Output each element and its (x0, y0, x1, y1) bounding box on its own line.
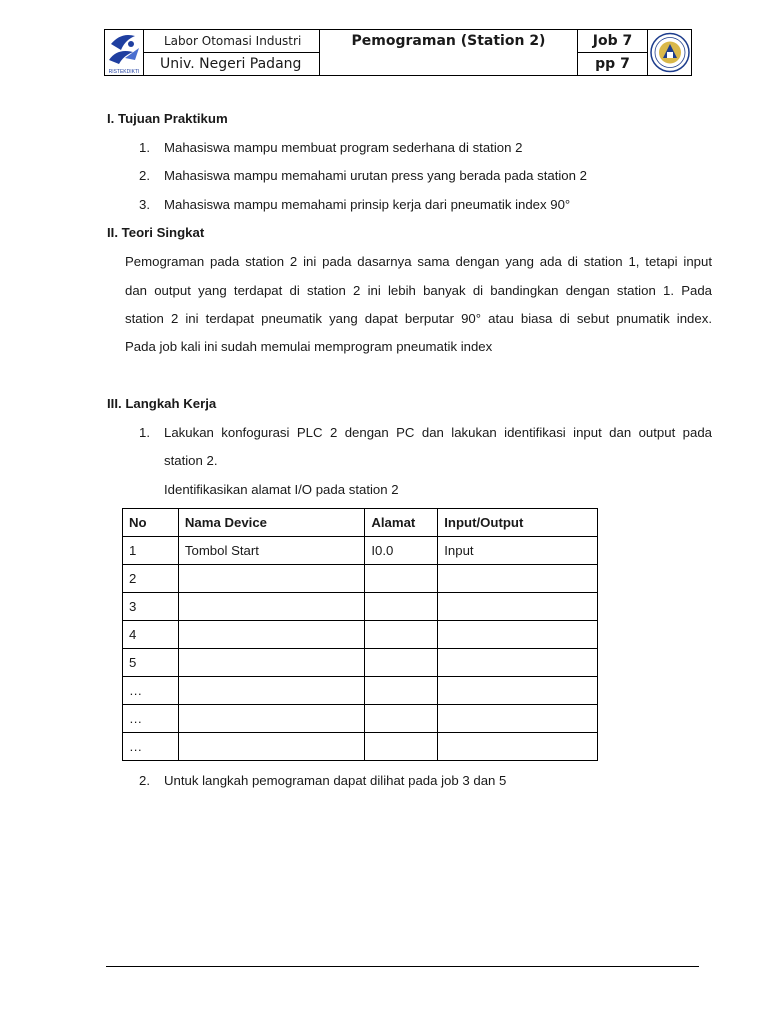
table-row (123, 705, 598, 733)
objective-2-num: 2. (139, 168, 150, 183)
footer-divider (106, 966, 699, 967)
table-row (123, 649, 598, 677)
table-cell: … (123, 705, 179, 733)
table-cell: Tombol Start (178, 537, 364, 565)
table-cell (438, 565, 598, 593)
section-1-heading: I. Tujuan Praktikum (107, 111, 228, 126)
table-row (123, 621, 598, 649)
col-header-address: Alamat (365, 509, 438, 537)
table-row (123, 537, 598, 565)
ristekdikti-logo (105, 30, 144, 75)
svg-text:RISTEKDIKTI: RISTEKDIKTI (108, 69, 140, 75)
table-cell (178, 649, 364, 677)
table-row (123, 677, 598, 705)
table-cell (178, 677, 364, 705)
table-cell: 2 (123, 565, 179, 593)
theory-line-4: Pada job kali ini sudah memulai memprogram pneumatik index (125, 339, 493, 354)
step-1-line-2: station 2. (164, 453, 218, 468)
step-2-text: Untuk langkah pemograman dapat dilihat pada job 3 dan 5 (164, 773, 507, 788)
step-1-num: 1. (139, 425, 150, 440)
document-header (104, 29, 692, 76)
table-cell (178, 733, 364, 761)
table-cell (178, 593, 364, 621)
theory-line-1: Pemograman pada station 2 ini pada dasarnya sama dengan yang ada di station 1, tetapi input (125, 254, 712, 269)
step-1-line-1: Lakukan konfogurasi PLC 2 dengan PC dan lakukan identifikasi input dan output pada (164, 425, 712, 440)
col-header-io: Input/Output (438, 509, 598, 537)
table-cell: 5 (123, 649, 179, 677)
table-cell (438, 621, 598, 649)
table-cell (178, 705, 364, 733)
table-header-row (123, 509, 598, 537)
table-cell (365, 593, 438, 621)
table-cell (178, 621, 364, 649)
section-3-heading: III. Langkah Kerja (107, 396, 217, 411)
table-row (123, 593, 598, 621)
objective-3-num: 3. (139, 197, 150, 212)
objective-1-num: 1. (139, 140, 150, 155)
col-header-no: No (123, 509, 179, 537)
table-cell: … (123, 733, 179, 761)
objective-1-text: Mahasiswa mampu membuat program sederhana di station 2 (164, 140, 523, 155)
table-cell: 1 (123, 537, 179, 565)
objective-2-text: Mahasiswa mampu memahami urutan press yang berada pada station 2 (164, 168, 587, 183)
table-cell (438, 593, 598, 621)
col-header-device: Nama Device (178, 509, 364, 537)
section-2-heading: II. Teori Singkat (107, 225, 205, 240)
university-name: Univ. Negeri Padang (144, 53, 320, 75)
table-cell (438, 649, 598, 677)
lab-name: Labor Otomasi Industri (144, 30, 320, 53)
table-cell (365, 705, 438, 733)
table-cell: Input (438, 537, 598, 565)
table-cell (365, 565, 438, 593)
theory-line-3: station 2 ini terdapat pneumatik yang dapat berputar 90° atau biasa di sebut pnumatik index. (125, 311, 712, 326)
university-seal-icon (648, 30, 691, 75)
io-address-table (122, 508, 598, 761)
page-number: pp 7 (578, 53, 648, 75)
table-cell (178, 565, 364, 593)
table-cell (365, 677, 438, 705)
step-2-num: 2. (139, 773, 150, 788)
table-cell (365, 621, 438, 649)
table-cell: 4 (123, 621, 179, 649)
document-title: Pemograman (Station 2) (320, 30, 578, 75)
table-caption: Identifikasikan alamat I/O pada station 2 (164, 482, 399, 497)
table-cell (365, 733, 438, 761)
table-row (123, 565, 598, 593)
job-number: Job 7 (578, 30, 648, 53)
table-row (123, 733, 598, 761)
table-cell: I0.0 (365, 537, 438, 565)
table-cell (438, 705, 598, 733)
table-cell (365, 649, 438, 677)
table-cell (438, 733, 598, 761)
table-cell: … (123, 677, 179, 705)
table-cell (438, 677, 598, 705)
theory-line-2: dan output yang terdapat di station 2 ini lebih banyak di bandingkan dengan station 1. Pada (125, 283, 712, 298)
table-cell: 3 (123, 593, 179, 621)
objective-3-text: Mahasiswa mampu memahami prinsip kerja dari pneumatik index 90° (164, 197, 571, 212)
